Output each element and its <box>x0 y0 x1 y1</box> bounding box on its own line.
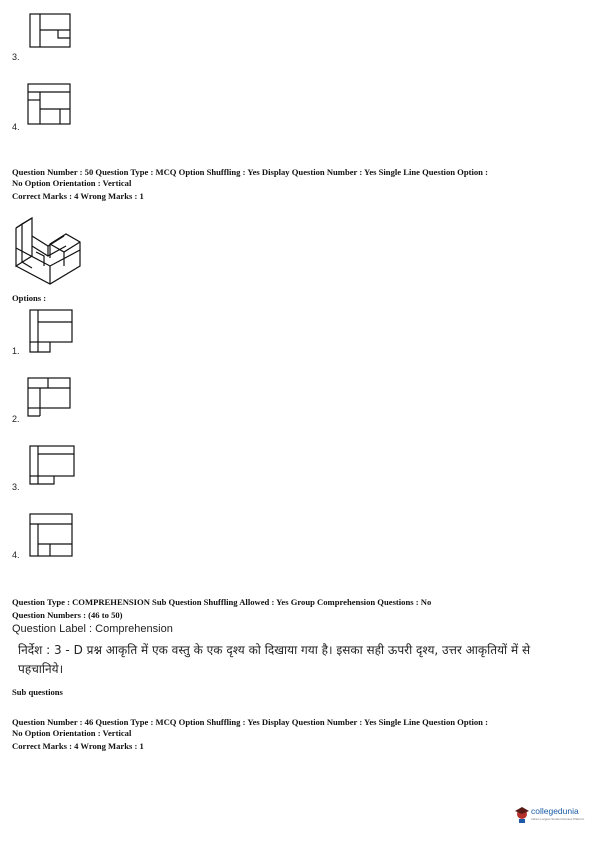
top-option-4-figure <box>26 82 74 128</box>
comprehension-instruction-line2: पहचानिये। <box>18 662 64 676</box>
top-option-4-number: 4. <box>12 122 20 132</box>
comprehension-instruction-line1: निर्देश : 3 - D प्रश्न आकृति में एक वस्तु के एक दृश्य को दिखाया गया है। इसका सही ऊपरी दृश्य, उत्तर आकृतियों में से <box>18 643 531 657</box>
q50-option-2-number: 2. <box>12 414 20 424</box>
q50-option-4-number: 4. <box>12 550 20 560</box>
collegedunia-watermark <box>514 804 590 826</box>
comprehension-type-line: Question Type : COMPREHENSION Sub Question Shuffling Allowed : Yes Group Comprehension Questions : No <box>12 597 432 607</box>
collegedunia-tagline: India's Largest Student Review Platform <box>531 817 585 821</box>
q50-option-3-figure <box>28 444 78 490</box>
collegedunia-logo-icon <box>514 806 530 824</box>
comprehension-label: Question Label : Comprehension <box>12 623 173 635</box>
top-option-3-figure <box>28 12 74 52</box>
collegedunia-brand: collegedunia <box>531 806 579 816</box>
q50-option-2-figure <box>26 376 74 418</box>
q50-option-3-number: 3. <box>12 482 20 492</box>
q50-option-1-figure <box>28 308 76 356</box>
q46-meta-line2: No Option Orientation : Vertical <box>12 728 132 738</box>
q50-options-heading: Options : <box>12 293 47 303</box>
q50-option-1-number: 1. <box>12 346 20 356</box>
q50-3d-object-figure <box>10 210 82 286</box>
q46-marks: Correct Marks : 4 Wrong Marks : 1 <box>12 741 144 751</box>
q50-meta-line1: Question Number : 50 Question Type : MCQ Option Shuffling : Yes Display Question Number : Yes Single Line Question Option : <box>12 167 488 177</box>
q50-marks: Correct Marks : 4 Wrong Marks : 1 <box>12 191 144 201</box>
comprehension-numbers-line: Question Numbers : (46 to 50) <box>12 610 123 620</box>
top-option-3-number: 3. <box>12 52 20 62</box>
sub-questions-heading: Sub questions <box>12 687 63 697</box>
q50-meta-line2: No Option Orientation : Vertical <box>12 178 132 188</box>
q46-meta-line1: Question Number : 46 Question Type : MCQ Option Shuffling : Yes Display Question Number : Yes Single Line Question Option : <box>12 717 488 727</box>
q50-option-4-figure <box>28 512 76 560</box>
